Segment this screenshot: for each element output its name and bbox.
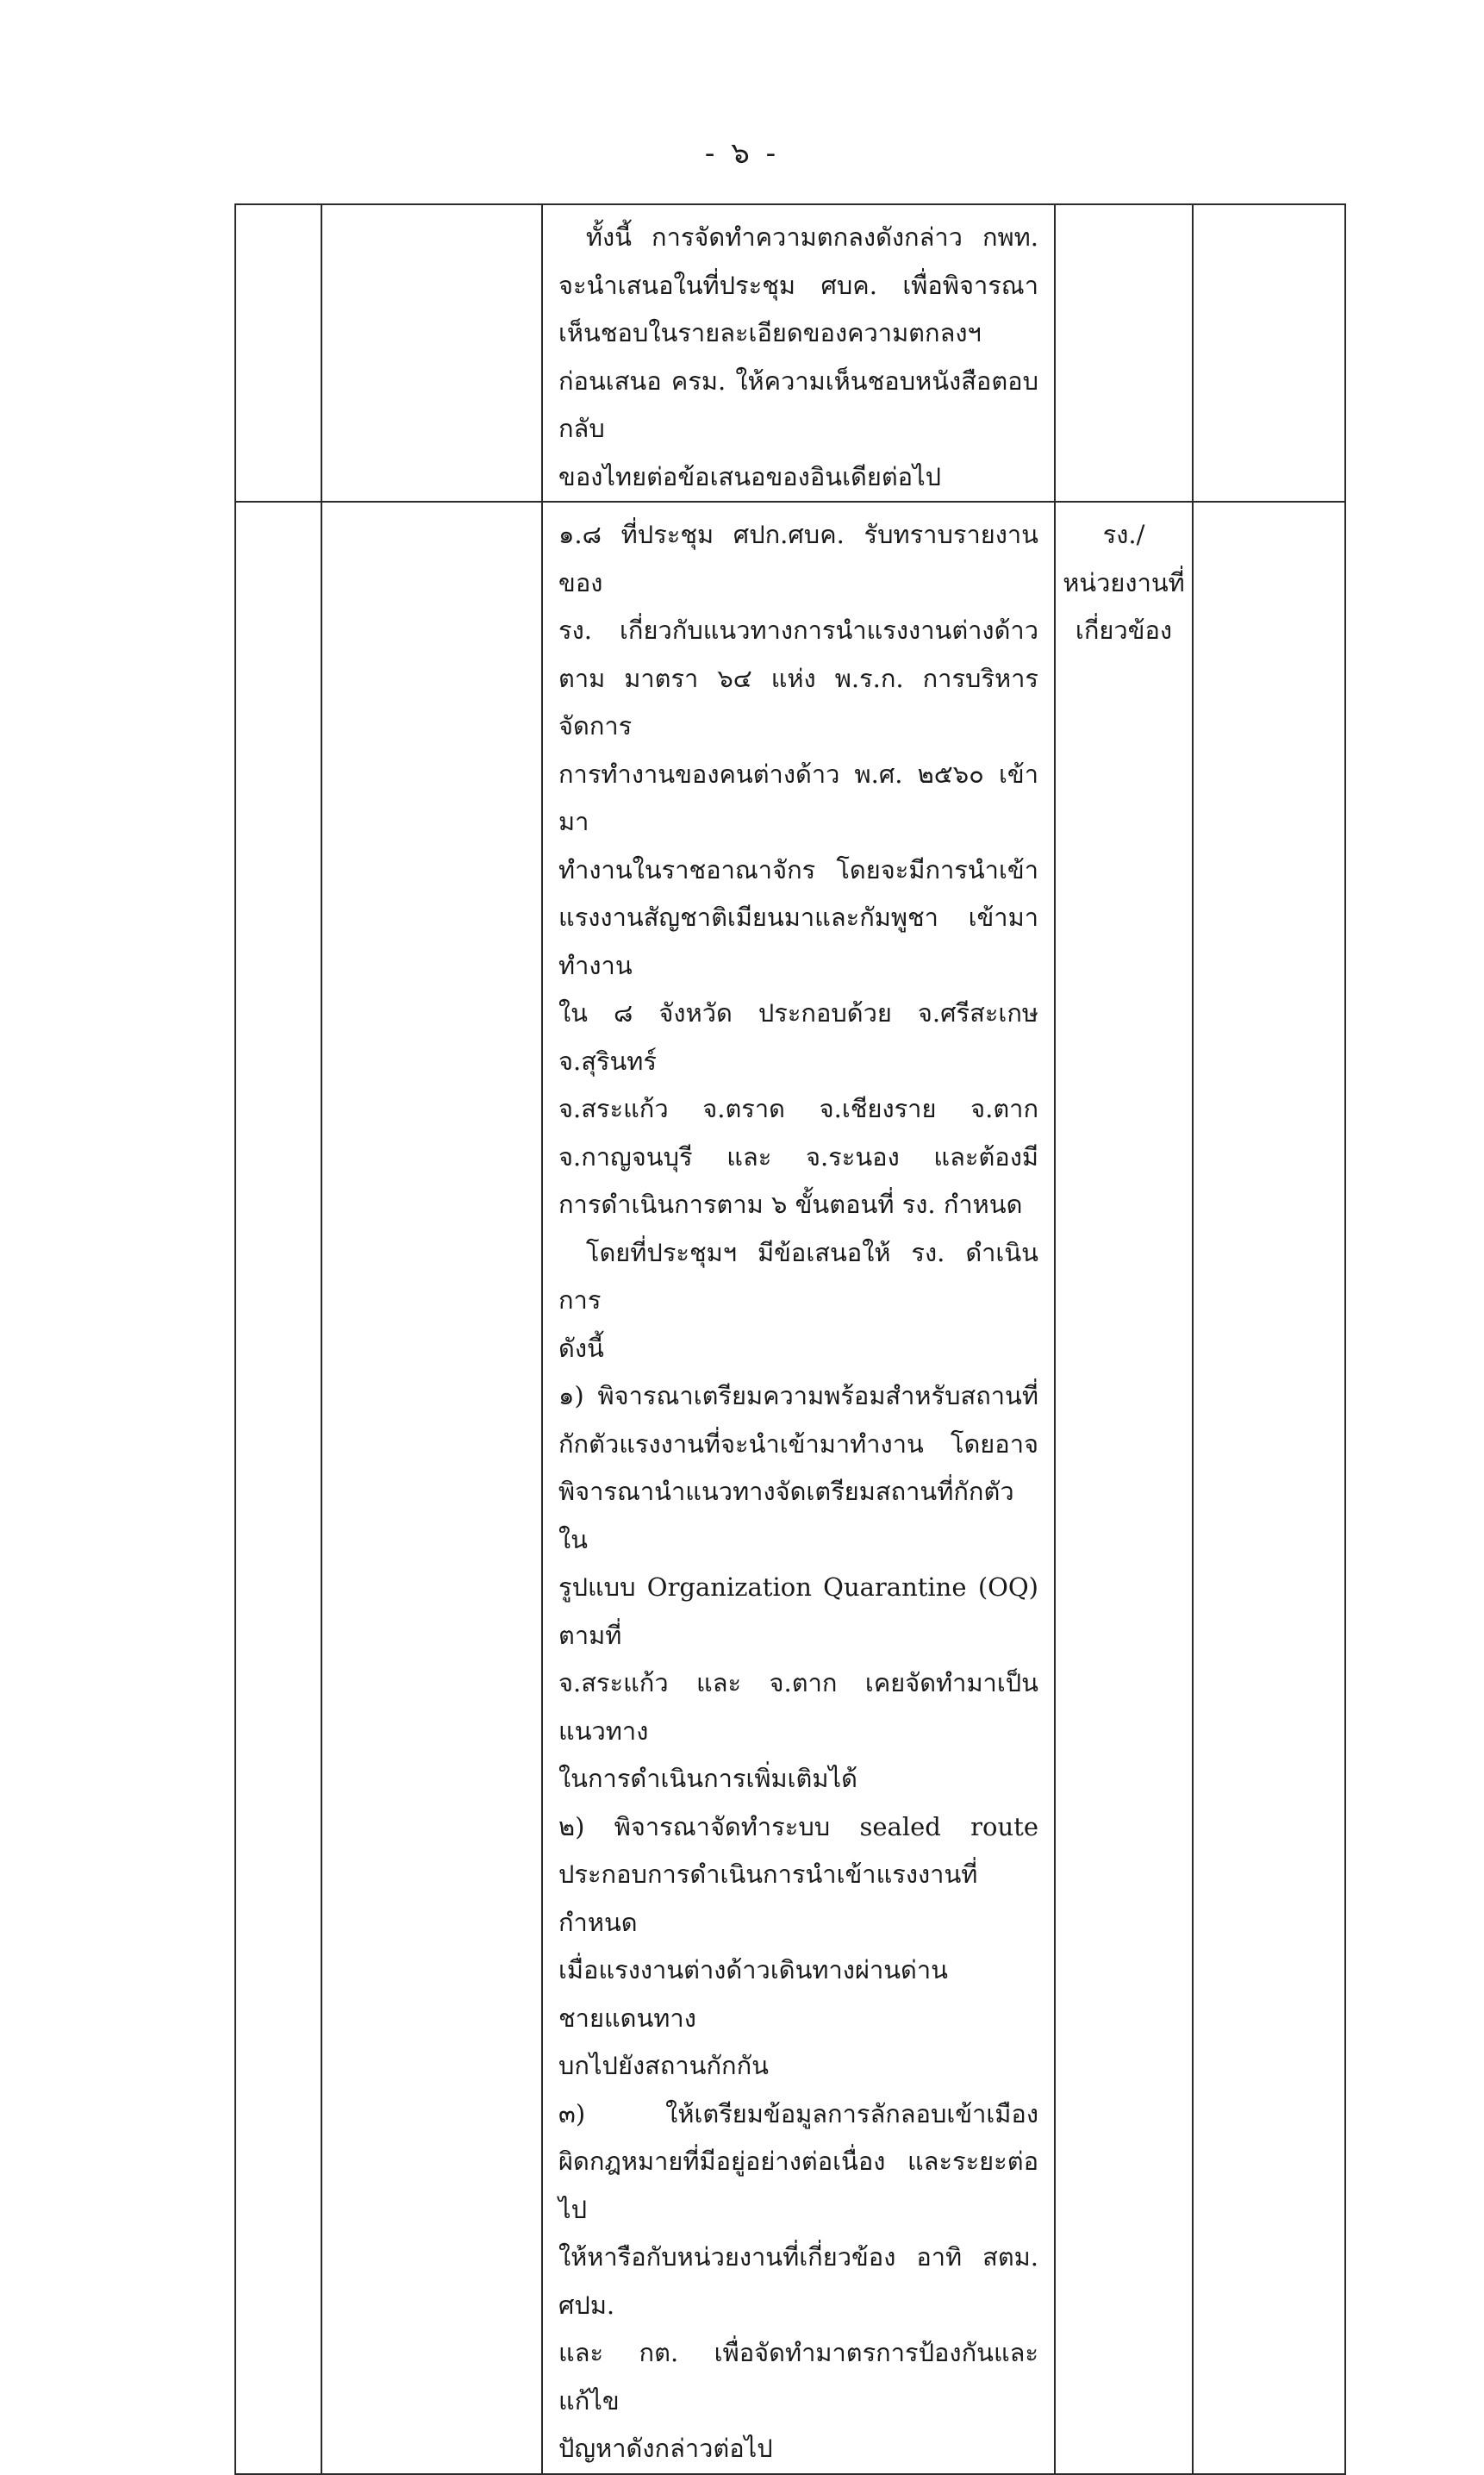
content-line: กักตัวแรงงานที่จะนำเข้ามาทำงาน โดยอาจ [558, 1428, 1038, 1459]
content-line: เห็นชอบในรายละเอียดของความตกลงฯ [558, 318, 982, 347]
content-line: โดยที่ประชุมฯ มีข้อเสนอให้ รง. ดำเนินการ [558, 1237, 1038, 1315]
index-cell [235, 204, 321, 502]
content-line: ๒) พิจารณาจัดทำระบบ sealed route [558, 1811, 1038, 1841]
content-line: จะนำเสนอในที่ประชุม ศบค. เพื่อพิจารณา [558, 270, 1038, 300]
remark-cell [1193, 204, 1345, 502]
content-line: ผิดกฎหมายที่มีอยู่อย่างต่อเนื่อง และระยะต่อไป [558, 2147, 1038, 2224]
content-line: แรงงานสัญชาติเมียนมาและกัมพูชา เข้ามาทำงาน [558, 903, 1038, 980]
content-line: จ.สระแก้ว และ จ.ตาก เคยจัดทำมาเป็นแนวทาง [558, 1668, 1038, 1746]
content-line: พิจารณานำแนวทางจัดเตรียมสถานที่กักตัวใน [558, 1477, 1014, 1554]
topic-cell [321, 502, 542, 2474]
report-table [234, 203, 1346, 2475]
content-line: ตาม มาตรา ๖๔ แห่ง พ.ร.ก. การบริหารจัดการ [558, 663, 1038, 741]
content-line: ทำงานในราชอาณาจักร โดยจะมีการนำเข้า [558, 854, 1038, 884]
content-line: ของไทยต่อข้อเสนอของอินเดียต่อไป [558, 461, 942, 491]
agency-line: รง./ [1102, 520, 1145, 549]
content-cell [542, 204, 1055, 502]
agency-cell [1055, 502, 1193, 2474]
agency-cell [1055, 204, 1193, 502]
content-line: บกไปยังสถานกักกัน [558, 2051, 769, 2080]
content-line: ให้หารือกับหน่วยงานที่เกี่ยวข้อง อาทิ สตม. ศปม. [558, 2242, 1038, 2320]
page-number: - ๖ - [704, 136, 780, 171]
content-line: ก่อนเสนอ ครม. ให้ความเห็นชอบหนังสือตอบกลับ [558, 366, 1038, 443]
content-line: ใน ๘ จังหวัด ประกอบด้วย จ.ศรีสะเกษ จ.สุรินทร์ [558, 998, 1038, 1076]
topic-cell [321, 204, 542, 502]
content-line: รูปแบบ Organization Quarantine (OQ) ตามที่ [558, 1572, 1038, 1650]
content-line: ดังนี้ [558, 1333, 604, 1363]
content-line: ประกอบการดำเนินการนำเข้าแรงงานที่กำหนด [558, 1859, 978, 1937]
content-line: ๑.๘ ที่ประชุม ศปก.ศบค. รับทราบรายงานของ [558, 520, 1038, 597]
remark-cell [1193, 502, 1345, 2474]
content-line: รง. เกี่ยวกับแนวทางการนำแรงงานต่างด้าว [558, 616, 1038, 645]
content-line: ๑) พิจารณาเตรียมความพร้อมสำหรับสถานที่ [558, 1381, 1038, 1410]
content-line: เมื่อแรงงานต่างด้าวเดินทางผ่านด่านชายแดนทาง [558, 1955, 948, 2033]
content-line: และ กต. เพื่อจัดทำมาตรการป้องกันและแก้ไข [558, 2338, 1038, 2416]
content-line: จ.กาญจนบุรี และ จ.ระนอง และต้องมี [558, 1141, 1038, 1172]
content-line: การดำเนินการตาม ๖ ขั้นตอนที่ รง. กำหนด [558, 1190, 1023, 1219]
content-line: ๓) ให้เตรียมข้อมูลการลักลอบเข้าเมือง [558, 2098, 1038, 2128]
content-line: ในการดำเนินการเพิ่มเติมได้ [558, 1764, 857, 1793]
content-line: การทำงานของคนต่างด้าว พ.ศ. ๒๕๖๐ เข้ามา [558, 759, 1038, 836]
table-row [235, 204, 1345, 502]
content-line: ทั้งนี้ การจัดทำความตกลงดังกล่าว กพท. [585, 222, 1038, 252]
content-cell [542, 502, 1055, 2474]
agency-line: หน่วยงานที่ [1063, 567, 1185, 597]
content-line: จ.สระแก้ว จ.ตราด จ.เชียงราย จ.ตาก [558, 1094, 1038, 1123]
table-row [235, 502, 1345, 2474]
index-cell [235, 502, 321, 2474]
content-line: ปัญหาดังกล่าวต่อไป [558, 2434, 773, 2463]
agency-line: เกี่ยวข้อง [1075, 616, 1173, 645]
